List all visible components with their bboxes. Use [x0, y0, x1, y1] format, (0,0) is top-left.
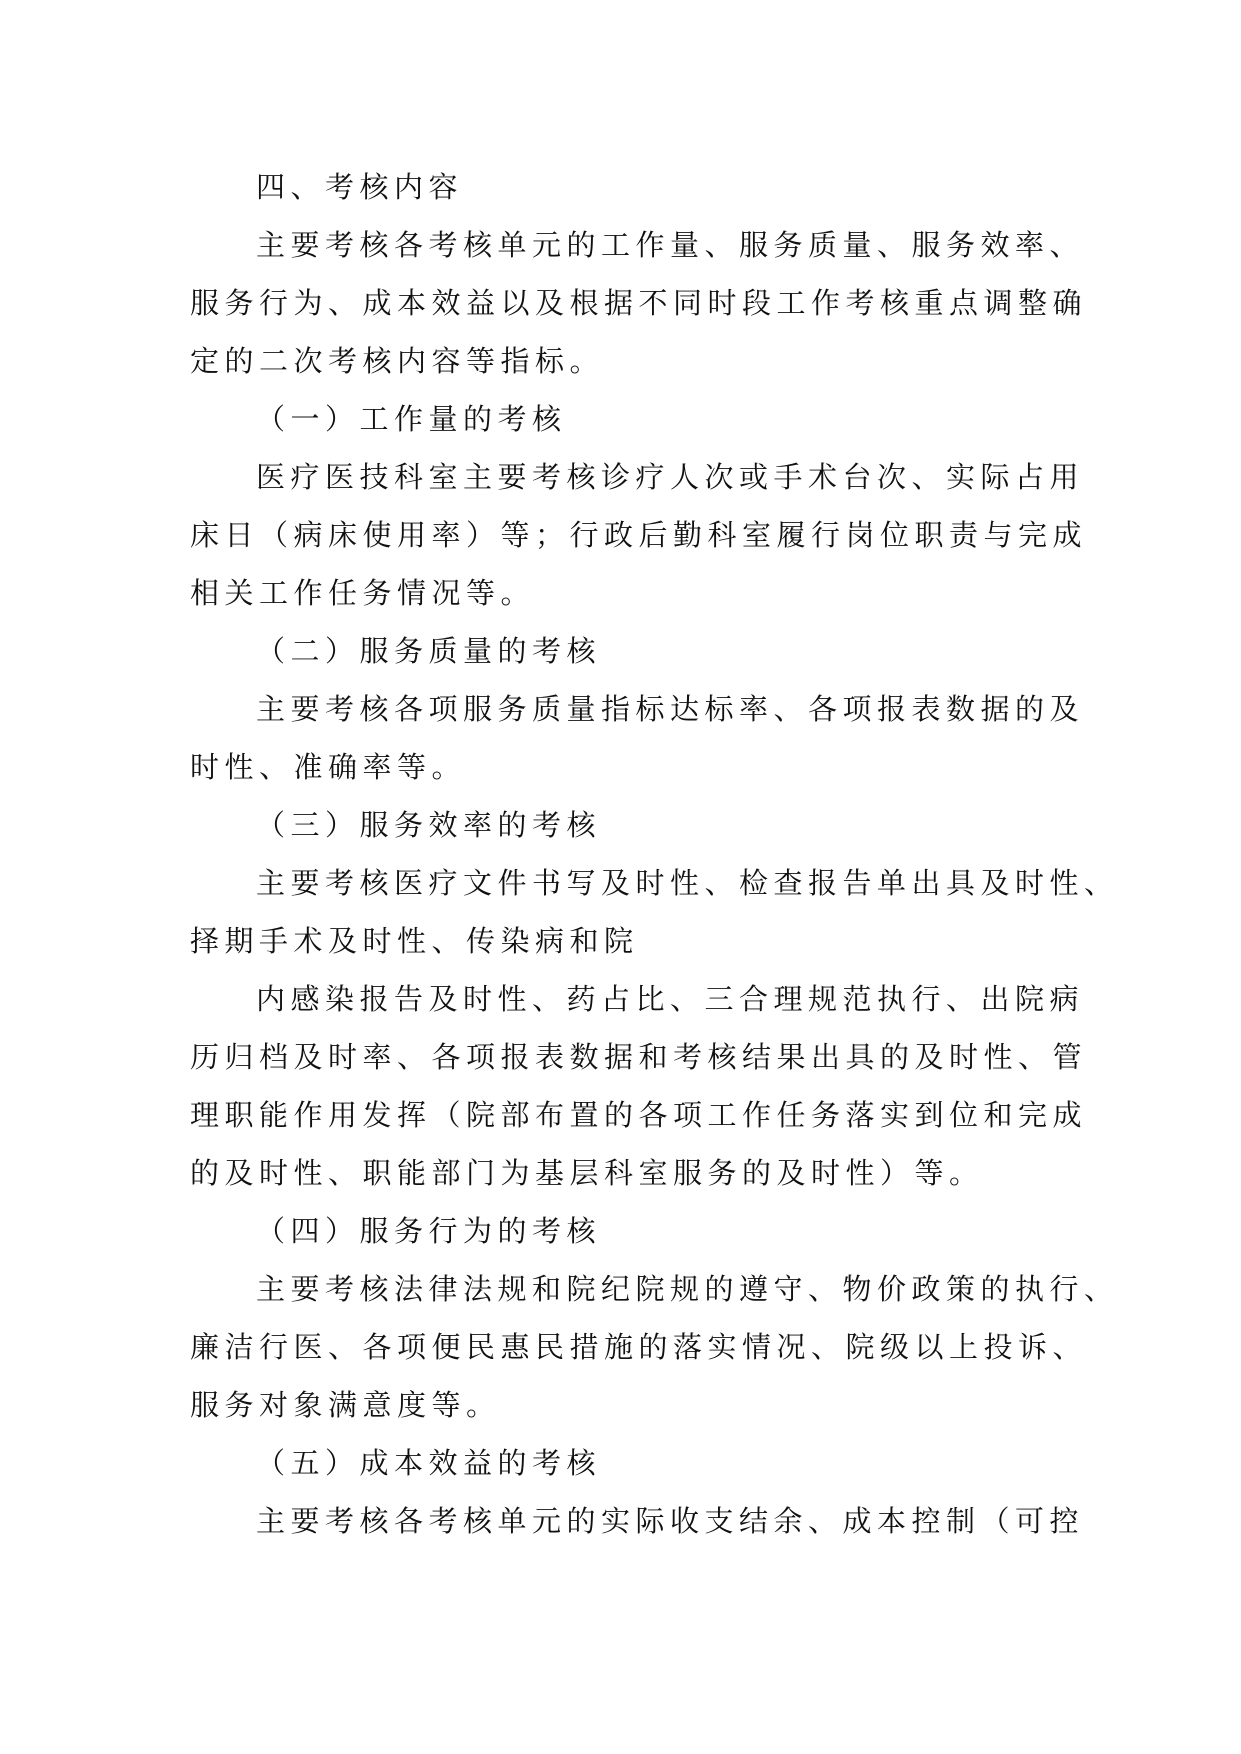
paragraph-line: 相关工作任务情况等。 — [190, 576, 536, 610]
paragraph-line: 的及时性、职能部门为基层科室服务的及时性）等。 — [190, 1156, 984, 1190]
paragraph-line: 主要考核法律法规和院纪院规的遵守、物价政策的执行、 — [256, 1272, 1119, 1306]
paragraph-line: 医疗医技科室主要考核诊疗人次或手术台次、实际占用 — [256, 460, 1085, 494]
paragraph-line: 服务对象满意度等。 — [190, 1388, 501, 1422]
paragraph-line: 主要考核医疗文件书写及时性、检查报告单出具及时性、 — [256, 866, 1119, 900]
subsection-heading: （四）服务行为的考核 — [256, 1214, 602, 1248]
section-heading: 四、考核内容 — [256, 170, 464, 204]
paragraph-line: 理职能作用发挥（院部布置的各项工作任务落实到位和完成 — [190, 1098, 1088, 1132]
paragraph-line: 时性、准确率等。 — [190, 750, 467, 784]
subsection-heading: （五）成本效益的考核 — [256, 1446, 602, 1480]
paragraph-line: 主要考核各考核单元的实际收支结余、成本控制（可控 — [256, 1504, 1085, 1538]
paragraph-line: 床日（病床使用率）等；行政后勤科室履行岗位职责与完成 — [190, 518, 1088, 552]
subsection-heading: （一）工作量的考核 — [256, 402, 567, 436]
subsection-heading: （二）服务质量的考核 — [256, 634, 602, 668]
paragraph-line: 主要考核各项服务质量指标达标率、各项报表数据的及 — [256, 692, 1085, 726]
paragraph-line: 历归档及时率、各项报表数据和考核结果出具的及时性、管 — [190, 1040, 1088, 1074]
document-body — [190, 158, 1119, 1550]
paragraph-line: 主要考核各考核单元的工作量、服务质量、服务效率、 — [256, 228, 1085, 262]
subsection-heading: （三）服务效率的考核 — [256, 808, 602, 842]
paragraph-line: 内感染报告及时性、药占比、三合理规范执行、出院病 — [256, 982, 1085, 1016]
paragraph-line: 廉洁行医、各项便民惠民措施的落实情况、院级以上投诉、 — [190, 1330, 1088, 1364]
paragraph-line: 定的二次考核内容等指标。 — [190, 344, 605, 378]
paragraph-line: 择期手术及时性、传染病和院 — [190, 924, 639, 958]
paragraph-line: 服务行为、成本效益以及根据不同时段工作考核重点调整确 — [190, 286, 1088, 320]
